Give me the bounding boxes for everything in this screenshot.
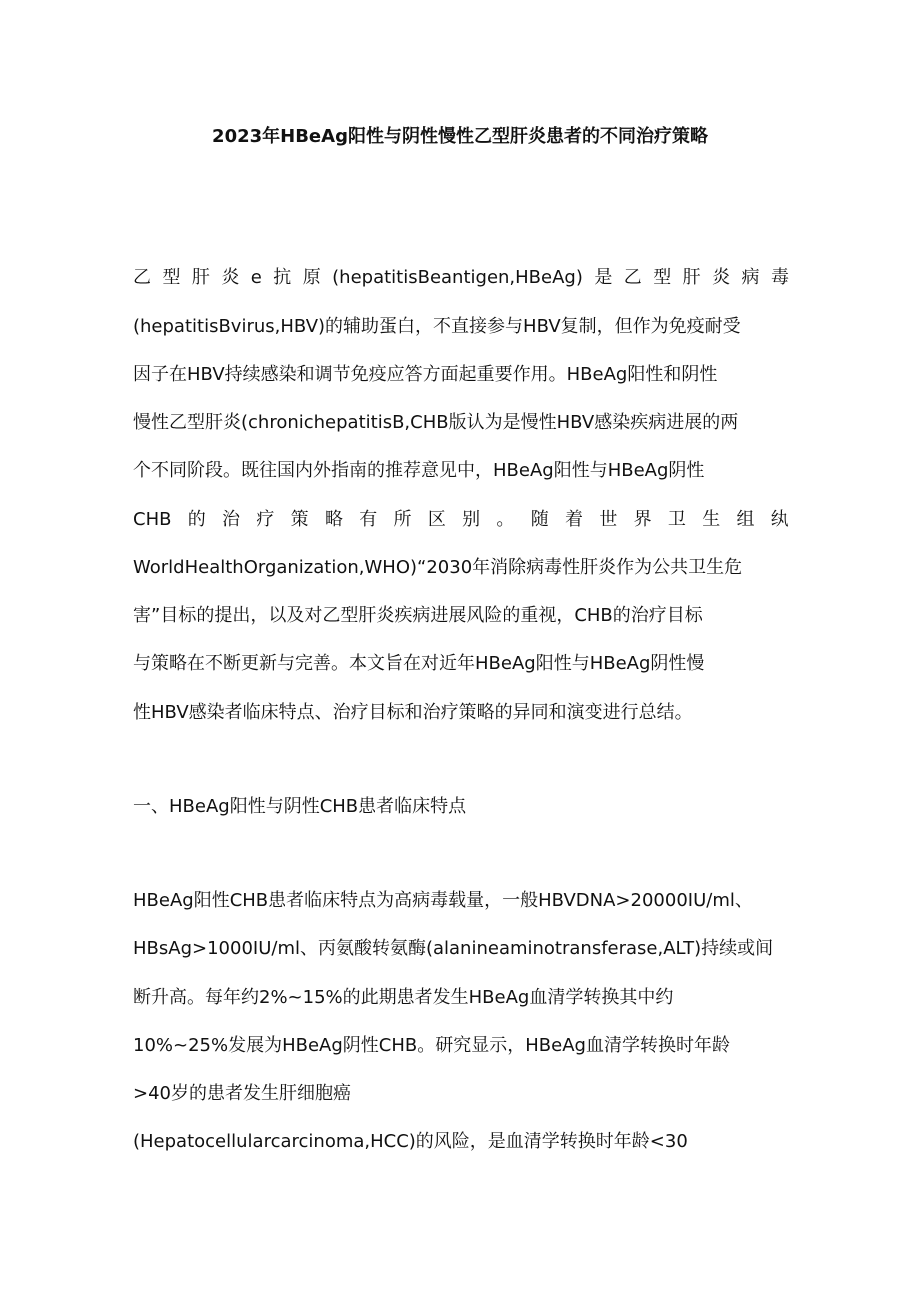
word: 抗	[273, 267, 292, 288]
word: 别	[462, 509, 481, 530]
word: 乙	[133, 267, 151, 288]
word: 组	[736, 509, 755, 530]
word: 略	[324, 509, 343, 530]
word: 是	[594, 267, 613, 288]
word: 乙	[623, 267, 642, 288]
intro-line-2: (hepatitisBvirus,HBV)的辅助蛋白，不直接参与HBV复制，但作为免疫耐受	[133, 316, 741, 337]
word: 肝	[191, 267, 210, 288]
word: 纨	[770, 509, 789, 530]
section-heading: 一、HBeAg阳性与阴性CHB患者临床特点	[133, 796, 467, 817]
section1-line-6: (Hepatocellularcarcinoma,HCC)的风险，是血清学转换时年龄<30	[133, 1131, 688, 1152]
section1-line-1: HBeAg阳性CHB患者临床特点为高病毒载量，一般HBVDNA>20000IU∕ml、	[133, 890, 753, 911]
intro-line-10: 性HBV感染者临床特点、治疗目标和治疗策略的异同和演变进行总结。	[133, 702, 693, 723]
word: 。	[496, 509, 515, 530]
word: 型	[653, 267, 672, 288]
word: 着	[565, 509, 584, 530]
word: 世	[599, 509, 618, 530]
word: 病	[741, 267, 760, 288]
word: CHB	[133, 509, 172, 530]
word: 原	[302, 267, 321, 288]
word: (hepatitisBeantigen,HBeAg)	[332, 267, 583, 288]
word: 卫	[667, 509, 686, 530]
document-title: 2023年HBeAg阳性与阴性慢性乙型肝炎患者的不同治疗策略	[212, 126, 708, 147]
word: 肝	[682, 267, 701, 288]
word: 生	[702, 509, 721, 530]
word: 治	[222, 509, 241, 530]
word: 炎	[712, 267, 731, 288]
intro-line-6	[133, 507, 789, 533]
word: 毒	[770, 267, 789, 288]
word: 随	[530, 509, 549, 530]
word: 型	[162, 267, 181, 288]
section1-line-2: HBsAg>1000IU∕ml、丙氨酸转氨酶(alanineaminotransferase,ALT)持续或间	[133, 938, 774, 959]
section1-line-4: 10%~25%发展为HBeAg阴性CHB。研究显示，HBeAg血清学转换时年龄	[133, 1035, 730, 1056]
intro-line-5: 个不同阶段。既往国内外指南的推荐意见中，HBeAg阳性与HBeAg阴性	[133, 460, 705, 481]
intro-line-3: 因子在HBV持续感染和调节免疫应答方面起重要作用。HBeAg阳性和阴性	[133, 364, 718, 385]
section1-line-3: 断升高。每年约2%~15%的此期患者发生HBeAg血清学转换其中约	[133, 987, 674, 1008]
word: 有	[359, 509, 378, 530]
word: 区	[427, 509, 446, 530]
word: e	[250, 267, 262, 288]
word: 所	[393, 509, 412, 530]
intro-line-8: 害”目标的提出，以及对乙型肝炎疾病进展风险的重视，CHB的治疗目标	[133, 605, 703, 626]
word: 策	[290, 509, 309, 530]
word: 界	[633, 509, 652, 530]
intro-line-4: 慢性乙型肝炎(chronichepatitisB,CHB版认为是慢性HBV感染疾病进展的两	[133, 412, 739, 433]
word: 炎	[221, 267, 240, 288]
section1-line-5: >40岁的患者发生肝细胞癌	[133, 1083, 351, 1104]
intro-line-7: WorldHealthOrganization,WHO)“2030年消除病毒性肝炎作为公共卫生危	[133, 557, 743, 578]
intro-line-9: 与策略在不断更新与完善。本文旨在对近年HBeAg阳性与HBeAg阴性慢	[133, 653, 705, 674]
intro-line-1	[133, 265, 789, 291]
word: 的	[187, 509, 206, 530]
word: 疗	[256, 509, 275, 530]
